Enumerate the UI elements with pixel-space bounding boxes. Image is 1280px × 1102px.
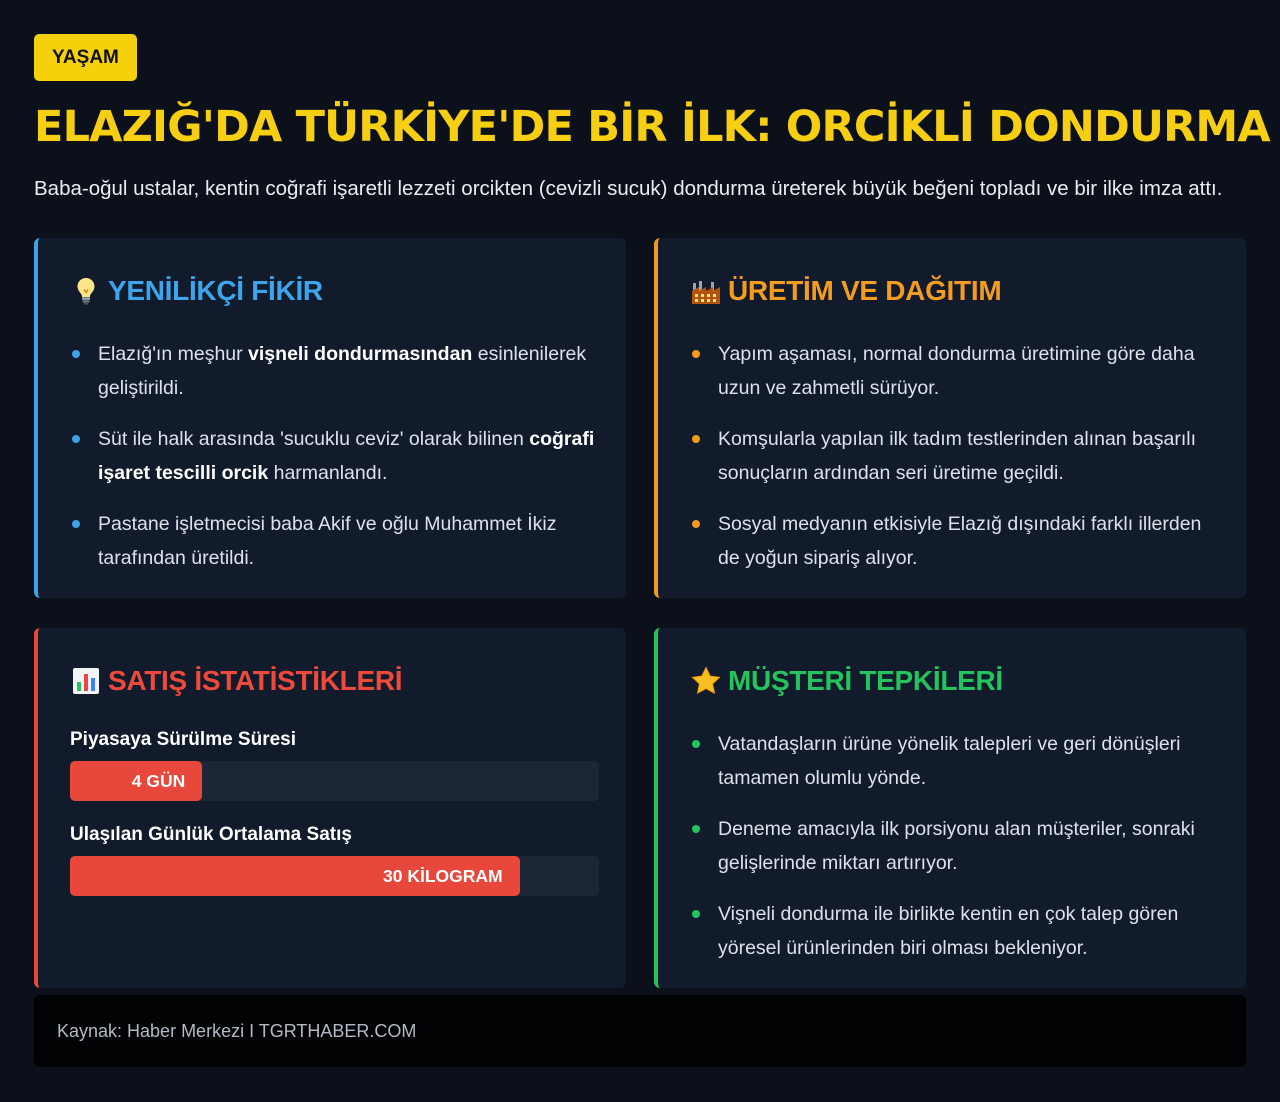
innovation-card-title (70, 271, 596, 311)
list-item: Vişneli dondurma ile birlikte kentin en çok talep gören yöresel ürünlerinden biri olması bekleniyor. (690, 897, 1216, 965)
production-list (690, 337, 1216, 575)
sales-title-text: SATIŞ İSTATİSTİKLERİ (108, 665, 403, 696)
bullet-dot (692, 825, 700, 833)
bullet-dot (692, 910, 700, 918)
bullet-dot (72, 520, 80, 528)
stat-value-label: 4 GÜN (131, 770, 186, 791)
sales-card (34, 628, 626, 988)
bullet-dot (72, 350, 80, 358)
list-item: Pastane işletmecisi baba Akif ve oğlu Muhammet İkiz tarafından üretildi. (70, 507, 596, 575)
innovation-list (70, 337, 596, 575)
reactions-title-text: MÜŞTERİ TEPKİLERİ (728, 665, 1003, 696)
bullet-dot (692, 740, 700, 748)
production-card-title (690, 271, 1216, 311)
factory-icon (690, 275, 722, 307)
reactions-list (690, 727, 1216, 965)
stat-item (70, 822, 596, 896)
list-item: Sosyal medyanın etkisiyle Elazığ dışındaki farklı illerden de yoğun sipariş alıyor. (690, 507, 1216, 575)
star-icon (690, 665, 722, 697)
reactions-card-title (690, 661, 1216, 701)
bar-chart-icon (70, 665, 102, 697)
headline: ELAZIĞ'DA TÜRKİYE'DE BİR İLK: ORCİKLİ DONDURMA (34, 102, 1270, 152)
stat-bar-track (70, 761, 599, 801)
source-footer: Kaynak: Haber Merkezi I TGRTHABER.COM (34, 995, 1246, 1067)
list-item: Vatandaşların ürüne yönelik talepleri ve geri dönüşleri tamamen olumlu yönde. (690, 727, 1216, 795)
reactions-card (654, 628, 1246, 988)
stat-value-label: 30 KİLOGRAM (383, 865, 503, 886)
production-card (654, 238, 1246, 598)
production-title-text: ÜRETİM VE DAĞITIM (728, 275, 1002, 306)
lead-paragraph: Baba-oğul ustalar, kentin coğrafi işaretli lezzeti orcikten (cevizli sucuk) dondurma üreterek büyük beğeni topladı ve bir ilke imza attı. (34, 177, 1223, 200)
bullet-dot (72, 435, 80, 443)
stat-item (70, 727, 596, 801)
stat-bar-fill (70, 761, 202, 801)
list-item: Elazığ'ın meşhur vişneli dondurmasından esinlenilerek geliştirildi. (70, 337, 596, 405)
innovation-title-text: YENİLİKÇİ FİKİR (108, 275, 323, 306)
sales-card-title (70, 661, 596, 701)
stat-bar-track (70, 856, 599, 896)
bullet-dot (692, 435, 700, 443)
list-item: Deneme amacıyla ilk porsiyonu alan müşteriler, sonraki gelişlerinde miktarı artırıyor. (690, 812, 1216, 880)
bullet-dot (692, 520, 700, 528)
stat-label: Ulaşılan Günlük Ortalama Satış (70, 824, 352, 845)
lightbulb-icon (70, 275, 102, 307)
innovation-card (34, 238, 626, 598)
category-badge: YAŞAM (34, 34, 137, 81)
list-item: Komşularla yapılan ilk tadım testlerinden alınan başarılı sonuçların ardından seri üretime geçildi. (690, 422, 1216, 490)
list-item: Yapım aşaması, normal dondurma üretimine göre daha uzun ve zahmetli sürüyor. (690, 337, 1216, 405)
bullet-dot (692, 350, 700, 358)
stat-bar-fill (70, 856, 520, 896)
list-item: Süt ile halk arasında 'sucuklu ceviz' olarak bilinen coğrafi işaret tescilli orcik harmanlandı. (70, 422, 596, 490)
stat-label: Piyasaya Sürülme Süresi (70, 729, 297, 750)
